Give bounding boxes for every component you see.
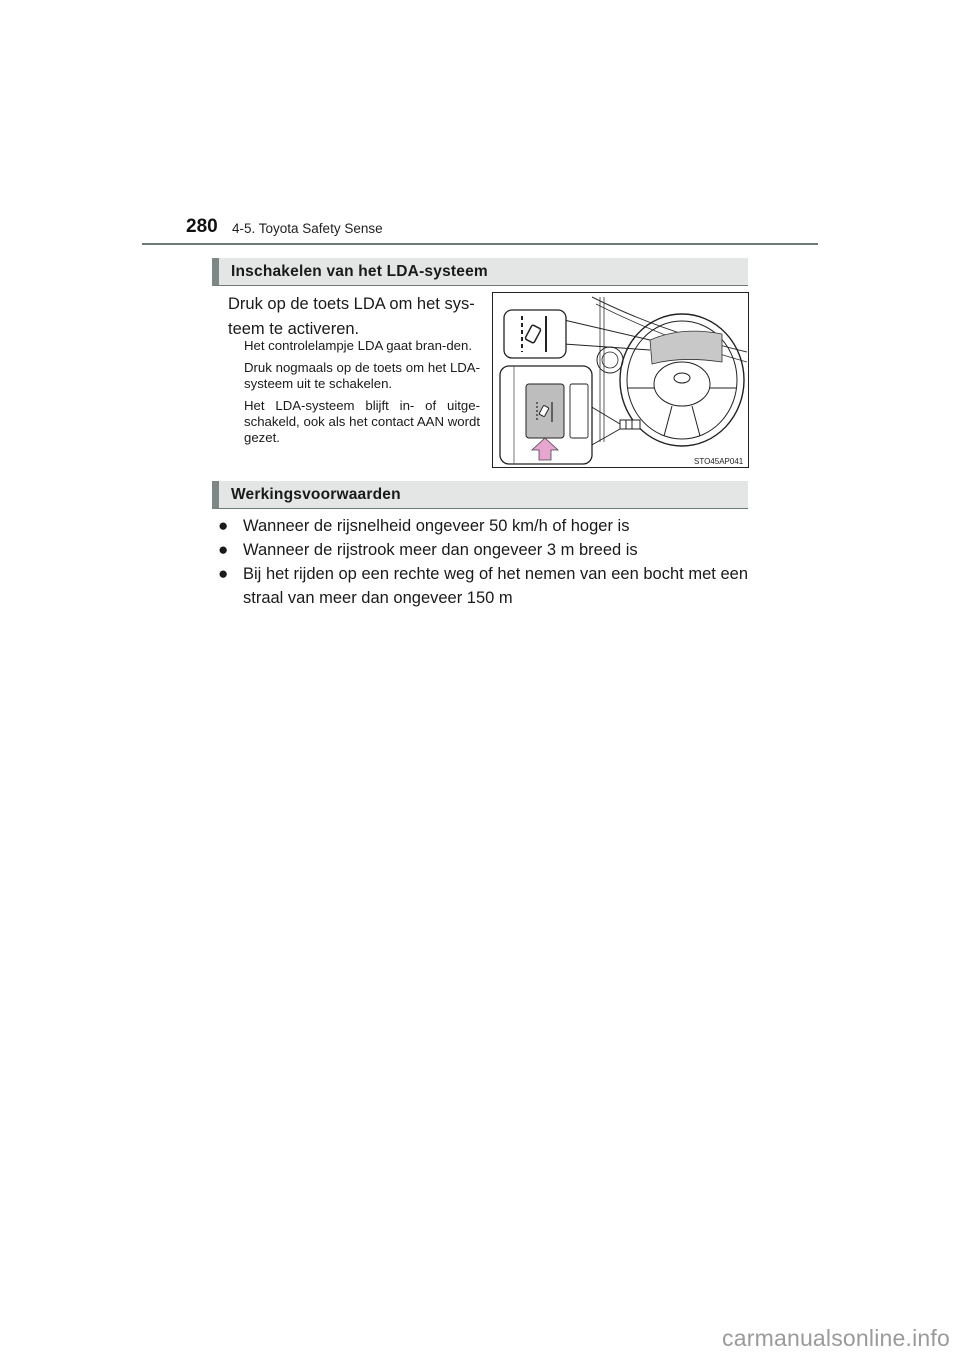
list-item: ● Wanneer de rijstrook meer dan ongeveer 3 m breed is	[218, 538, 748, 562]
bullet-icon: ●	[218, 564, 229, 583]
running-header: 4-5. Toyota Safety Sense	[232, 221, 383, 236]
section-heading-activation	[212, 258, 748, 286]
note-indicator: Het controlelampje LDA gaat bran-den.	[244, 338, 472, 353]
list-item: ● Bij het rijden op een rechte weg of het nemen van een bocht met een straal van meer dan ongeveer 150 m	[218, 564, 748, 607]
section-title: Werkingsvoorwaarden	[231, 486, 401, 503]
activation-instruction: Druk op de toets LDA om het sys-teem te activeren.	[228, 295, 475, 338]
list-item: ● Wanneer de rijsnelheid ongeveer 50 km/h of hoger is	[218, 514, 748, 538]
site-watermark: carmanualsonline.info	[722, 1325, 950, 1351]
note-persistence: Het LDA-systeem blijft in- of uitge-schakeld, ook als het contact AAN wordt gezet.	[244, 398, 480, 445]
header-divider	[142, 243, 818, 245]
bullet-icon: ●	[218, 516, 229, 535]
activation-notes	[244, 338, 480, 452]
dashboard-illustration	[492, 292, 749, 468]
operating-conditions-list	[218, 514, 748, 610]
bullet-icon: ●	[218, 540, 229, 559]
note-deactivate: Druk nogmaals op de toets om het LDA-systeem uit te schakelen.	[244, 360, 480, 391]
page-number: 280	[186, 216, 218, 237]
section-title: Inschakelen van het LDA-systeem	[231, 263, 488, 280]
figure-code: STO45AP041	[694, 457, 744, 466]
section-heading-conditions	[212, 481, 748, 509]
